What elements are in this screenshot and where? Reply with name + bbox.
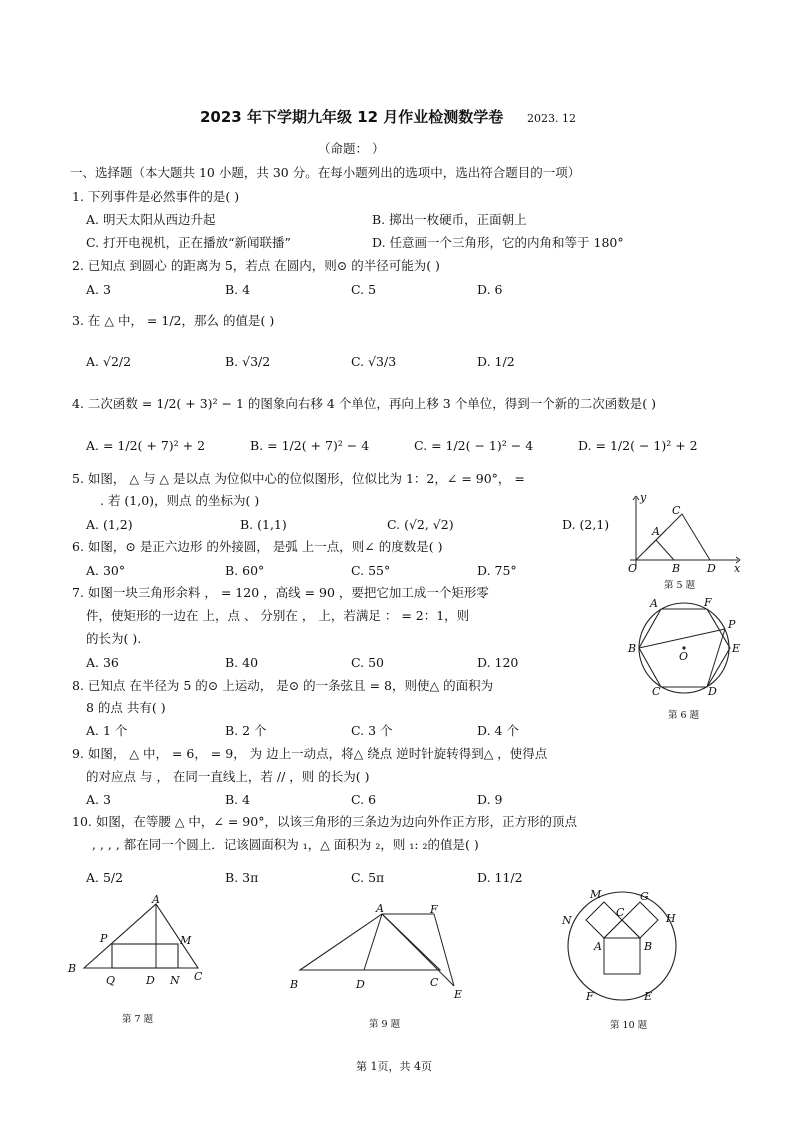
q6-option-d: D. 75°	[477, 563, 517, 578]
fig6-label: B	[628, 642, 637, 655]
q1-stem: 1. 下列事件是必然事件的是( )	[72, 189, 240, 204]
fig7-label: B	[68, 962, 77, 975]
q9-option-a: A. 3	[86, 792, 111, 807]
fig5-label: C	[672, 504, 681, 517]
q3-option-a: A. √2/2	[86, 354, 132, 369]
q10-option-c: C. 5π	[351, 870, 385, 885]
q7-stem-line3: 的长为( ).	[86, 631, 142, 646]
q2-option-a: A. 3	[86, 282, 111, 297]
fig9-label: B	[290, 978, 299, 991]
fig7-label: D	[146, 974, 155, 987]
q2-option-d: D. 6	[477, 282, 503, 297]
q3-option-d: D. 1/2	[477, 354, 515, 369]
q4-option-b: B. = 1/2( + 7)² − 4	[250, 438, 370, 453]
q8-stem-line2: 8 的点 共有( )	[86, 700, 166, 715]
page-footer: 第 1页，共 4页	[356, 1060, 432, 1073]
fig6-label: D	[708, 685, 717, 698]
fig5-label: A	[652, 525, 660, 538]
fig10-label: F	[586, 990, 594, 1003]
q10-option-b: B. 3π	[225, 870, 259, 885]
figure-7	[64, 892, 214, 990]
q5-option-d: D. (2,1)	[562, 517, 610, 532]
q4-option-a: A. = 1/2( + 7)² + 2	[86, 438, 206, 453]
q1-option-d: D. 任意画一个三角形，它的内角和等于 180°	[372, 235, 624, 250]
q6-option-b: B. 60°	[225, 563, 265, 578]
q7-option-d: D. 120	[477, 655, 519, 670]
q8-option-b: B. 2 个	[225, 723, 267, 738]
q5-option-c: C. (√2, √2)	[387, 517, 454, 532]
q9-stem-line2: 的对应点 与 ， 在同一直线上，若 // ，则 的长为( )	[86, 769, 370, 784]
page-title: 2023 年下学期九年级 12 月作业检测数学卷	[200, 108, 504, 126]
q2-option-b: B. 4	[225, 282, 251, 297]
fig10-label: A	[594, 940, 602, 953]
q9-option-d: D. 9	[477, 792, 503, 807]
q10-stem-line1: 10. 如图，在等腰 △ 中，∠ = 90°，以该三角形的三条边为边向外作正方形，正方形的顶点	[72, 814, 577, 829]
fig6-label: F	[704, 596, 712, 609]
q8-option-c: C. 3 个	[351, 723, 393, 738]
q4-stem: 4. 二次函数 = 1/2( + 3)² − 1 的图象向右移 4 个单位，再向上移 3 个单位，得到一个新的二次函数是( )	[72, 396, 656, 411]
q9-stem-line1: 9. 如图， △ 中， = 6， = 9， 为 边上一动点，将△ 绕点 逆时针旋转得到△ ，使得点	[72, 746, 548, 761]
q3-stem: 3. 在 △ 中， = 1/2，那么 的值是( )	[72, 313, 275, 328]
fig7-caption: 第 7 题	[122, 1014, 154, 1025]
q1-option-c: C. 打开电视机，正在播放“新闻联播”	[86, 235, 291, 250]
title-date: 2023. 12	[527, 112, 576, 125]
q7-option-b: B. 40	[225, 655, 259, 670]
fig6-label: A	[650, 597, 658, 610]
figure-5	[622, 492, 742, 574]
fig10-label: H	[666, 912, 676, 925]
fig10-label: M	[590, 888, 602, 901]
q9-option-c: C. 6	[351, 792, 377, 807]
fig9-label: C	[430, 976, 439, 989]
fig7-label: N	[170, 974, 180, 987]
q7-option-c: C. 50	[351, 655, 384, 670]
q8-option-a: A. 1 个	[86, 723, 128, 738]
q4-option-c: C. = 1/2( − 1)² − 4	[414, 438, 534, 453]
q8-option-d: D. 4 个	[477, 723, 519, 738]
q5-stem-line1: 5. 如图， △ 与 △ 是以点 为位似中心的位似图形，位似比为 1：2，∠ = 90°， =	[72, 471, 525, 486]
fig5-label: B	[672, 562, 681, 574]
q7-stem-line1: 7. 如图一块三角形余料 ， = 120 ，高线 = 90 ，要把它加工成一个矩形零	[72, 585, 489, 600]
fig6-label: E	[732, 642, 741, 655]
q6-option-c: C. 55°	[351, 563, 391, 578]
q1-option-b: B. 掷出一枚硬币，正面朝上	[372, 212, 527, 227]
fig7-label: C	[194, 970, 203, 983]
fig10-label: C	[616, 906, 625, 919]
fig5-caption: 第 5 题	[664, 580, 696, 591]
q6-option-a: A. 30°	[86, 563, 126, 578]
fig9-caption: 第 9 题	[369, 1019, 401, 1030]
q3-option-c: C. √3/3	[351, 354, 397, 369]
q6-stem: 6. 如图，⊙ 是正六边形 的外接圆， 是弧 上一点，则∠ 的度数是( )	[72, 539, 443, 554]
fig5-label: O	[628, 562, 638, 574]
q3-option-b: B. √3/2	[225, 354, 271, 369]
q2-option-c: C. 5	[351, 282, 377, 297]
q9-option-b: B. 4	[225, 792, 251, 807]
fig7-label: A	[152, 893, 160, 906]
q4-option-d: D. = 1/2( − 1)² + 2	[578, 438, 698, 453]
q5-option-a: A. (1,2)	[86, 517, 133, 532]
fig10-label: B	[644, 940, 653, 953]
q7-option-a: A. 36	[86, 655, 119, 670]
fig10-label: G	[640, 890, 649, 903]
fig6-label: O	[679, 650, 689, 663]
fig10-label: N	[562, 914, 572, 927]
section-heading: 一、选择题（本大题共 10 小题，共 30 分。在每小题列出的选项中，选出符合题目的一项）	[70, 165, 581, 180]
fig7-label: P	[100, 932, 108, 945]
q5-option-b: B. (1,1)	[240, 517, 287, 532]
q1-option-a: A. 明天太阳从西边升起	[86, 212, 216, 227]
fig5-label: x	[734, 562, 741, 574]
q10-option-d: D. 11/2	[477, 870, 523, 885]
fig9-label: E	[454, 988, 463, 1001]
q8-stem-line1: 8. 已知点 在半径为 5 的⊙ 上运动， 是⊙ 的一条弦且 = 8，则使△ 的面积为	[72, 678, 494, 693]
fig6-label: P	[728, 618, 736, 631]
q10-stem-line2: , , , , 都在同一个圆上．记该圆面积为 ₁，△ 面积为 ₂，则 ₁: ₂的值是( )	[92, 837, 479, 852]
fig10-label: E	[644, 990, 653, 1003]
fig9-label: F	[430, 903, 438, 916]
q10-option-a: A. 5/2	[86, 870, 124, 885]
fig7-label: Q	[106, 974, 116, 987]
fig9-label: D	[356, 978, 365, 991]
q5-stem-line2: . 若 (1,0)，则点 的坐标为( )	[100, 493, 260, 508]
fig5-label: D	[707, 562, 716, 574]
fig10-caption: 第 10 题	[610, 1020, 648, 1031]
q7-stem-line2: 件，使矩形的一边在 上，点 、 分别在 ， 上，若满足 ： = 2：1，则	[86, 608, 470, 623]
fig7-label: M	[180, 934, 192, 947]
figure-10	[556, 882, 688, 1010]
fig9-label: A	[376, 902, 384, 915]
author-line: （命题： ）	[318, 141, 385, 156]
fig6-caption: 第 6 题	[668, 710, 700, 721]
q2-stem: 2. 已知点 到圆心 的距离为 5，若点 在圆内，则⊙ 的半径可能为( )	[72, 258, 440, 273]
figure-9	[286, 900, 472, 1002]
fig6-label: C	[652, 685, 661, 698]
fig5-label: y	[640, 492, 647, 504]
figure-6	[626, 596, 744, 698]
